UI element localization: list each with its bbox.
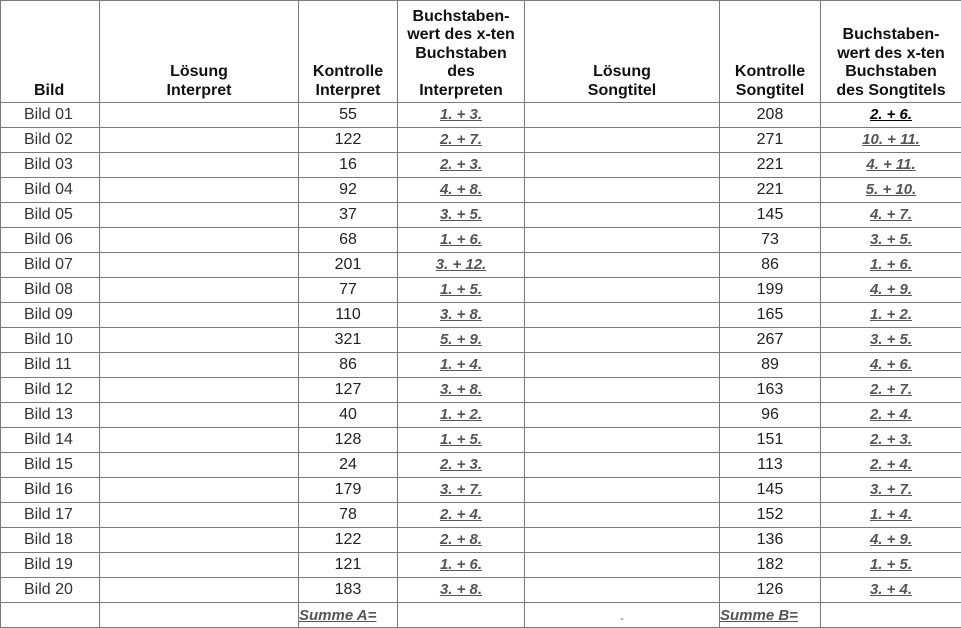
cell-buchstaben-songtitel	[821, 303, 961, 328]
cell-kontrolle-interpret: 127	[299, 378, 398, 403]
cell-bild: Bild 04	[1, 178, 100, 203]
table-body	[1, 103, 961, 603]
letter-position-code: 1. + 3.	[440, 106, 482, 123]
summary-mark: -	[620, 613, 624, 625]
cell-buchstaben-songtitel	[821, 403, 961, 428]
header-line: Interpret	[316, 82, 381, 99]
table-row	[1, 528, 961, 553]
header-line: Lösung	[593, 63, 651, 80]
cell-buchstaben-interpret	[398, 378, 525, 403]
cell-loesung-interpret[interactable]	[100, 553, 299, 578]
letter-position-code: 1. + 5.	[440, 431, 482, 448]
header-buchstaben-songtitel	[821, 1, 961, 103]
header-bild	[1, 1, 100, 103]
cell-loesung-interpret[interactable]	[100, 153, 299, 178]
letter-position-code: 3. + 7.	[870, 481, 912, 498]
cell-loesung-songtitel[interactable]	[525, 228, 720, 253]
cell-bild: Bild 13	[1, 403, 100, 428]
cell-buchstaben-interpret	[398, 528, 525, 553]
table-row	[1, 253, 961, 278]
cell-kontrolle-interpret: 128	[299, 428, 398, 453]
header-line: wert des x-ten	[837, 45, 945, 62]
letter-position-code: 5. + 10.	[866, 181, 916, 198]
cell-bild: Bild 20	[1, 578, 100, 603]
header-kontrolle-interpret	[299, 1, 398, 103]
letter-position-code: 1. + 4.	[870, 506, 912, 523]
cell-buchstaben-songtitel	[821, 178, 961, 203]
letter-position-code: 2. + 8.	[440, 531, 482, 548]
cell-kontrolle-interpret: 92	[299, 178, 398, 203]
cell-bild: Bild 14	[1, 428, 100, 453]
cell-loesung-interpret[interactable]	[100, 503, 299, 528]
table-row	[1, 453, 961, 478]
table-row	[1, 278, 961, 303]
header-line: Interpret	[167, 82, 232, 99]
table-row	[1, 228, 961, 253]
cell-loesung-songtitel[interactable]	[525, 478, 720, 503]
letter-position-code: 2. + 3.	[440, 456, 482, 473]
cell-kontrolle-interpret: 122	[299, 128, 398, 153]
cell-loesung-songtitel[interactable]	[525, 153, 720, 178]
cell-loesung-interpret[interactable]	[100, 403, 299, 428]
cell-loesung-interpret[interactable]	[100, 453, 299, 478]
cell-loesung-interpret[interactable]	[100, 203, 299, 228]
table-row	[1, 178, 961, 203]
table-row	[1, 478, 961, 503]
cell-bild: Bild 16	[1, 478, 100, 503]
cell-bild: Bild 06	[1, 228, 100, 253]
cell-buchstaben-interpret	[398, 453, 525, 478]
cell-buchstaben-interpret	[398, 328, 525, 353]
cell-kontrolle-songtitel: 126	[720, 578, 821, 603]
header-kontrolle-songtitel	[720, 1, 821, 103]
cell-kontrolle-songtitel: 152	[720, 503, 821, 528]
cell-buchstaben-interpret	[398, 553, 525, 578]
cell-buchstaben-songtitel	[821, 378, 961, 403]
cell-bild: Bild 09	[1, 303, 100, 328]
cell-kontrolle-interpret: 40	[299, 403, 398, 428]
cell-kontrolle-songtitel: 136	[720, 528, 821, 553]
cell-buchstaben-interpret	[398, 503, 525, 528]
letter-position-code: 4. + 11.	[866, 156, 915, 173]
cell-loesung-songtitel[interactable]	[525, 378, 720, 403]
letter-position-code: 4. + 6.	[870, 356, 912, 373]
cell-buchstaben-songtitel	[821, 228, 961, 253]
header-line: Lösung	[170, 63, 228, 80]
cell-loesung-songtitel[interactable]	[525, 103, 720, 128]
cell-bild: Bild 11	[1, 353, 100, 378]
cell-kontrolle-songtitel: 145	[720, 478, 821, 503]
table-row	[1, 378, 961, 403]
letter-position-code: 2. + 6.	[870, 106, 912, 123]
table-row	[1, 428, 961, 453]
letter-position-code: 3. + 4.	[870, 581, 912, 598]
cell-buchstaben-songtitel	[821, 503, 961, 528]
header-bild-label: Bild	[34, 82, 64, 99]
cell-buchstaben-interpret	[398, 203, 525, 228]
letter-position-code: 2. + 4.	[440, 506, 482, 523]
summary-row	[1, 603, 961, 628]
table-row	[1, 328, 961, 353]
table-row	[1, 353, 961, 378]
cell-buchstaben-songtitel	[821, 203, 961, 228]
cell-loesung-songtitel[interactable]	[525, 328, 720, 353]
letter-position-code: 4. + 8.	[440, 181, 482, 198]
cell-buchstaben-songtitel	[821, 478, 961, 503]
cell-kontrolle-songtitel: 96	[720, 403, 821, 428]
cell-bild: Bild 15	[1, 453, 100, 478]
cell-buchstaben-interpret	[398, 153, 525, 178]
letter-position-code: 3. + 5.	[440, 206, 482, 223]
cell-kontrolle-songtitel: 199	[720, 278, 821, 303]
cell-kontrolle-interpret: 110	[299, 303, 398, 328]
cell-kontrolle-interpret: 321	[299, 328, 398, 353]
letter-position-code: 3. + 7.	[440, 481, 482, 498]
cell-loesung-interpret[interactable]	[100, 528, 299, 553]
cell-loesung-songtitel[interactable]	[525, 528, 720, 553]
cell-buchstaben-songtitel	[821, 128, 961, 153]
cell-bild: Bild 05	[1, 203, 100, 228]
letter-position-code: 1. + 2.	[870, 306, 912, 323]
letter-position-code: 1. + 6.	[440, 231, 482, 248]
cell-loesung-interpret[interactable]	[100, 328, 299, 353]
letter-position-code: 1. + 2.	[440, 406, 482, 423]
letter-position-code: 1. + 4.	[440, 356, 482, 373]
cell-loesung-songtitel[interactable]	[525, 428, 720, 453]
cell-buchstaben-songtitel	[821, 353, 961, 378]
cell-loesung-interpret[interactable]	[100, 128, 299, 153]
cell-kontrolle-songtitel: 163	[720, 378, 821, 403]
cell-bild: Bild 01	[1, 103, 100, 128]
cell-buchstaben-interpret	[398, 253, 525, 278]
summe-a-field[interactable]	[398, 603, 525, 628]
header-line: des	[447, 63, 475, 80]
cell-bild: Bild 08	[1, 278, 100, 303]
header-loesung-interpret	[100, 1, 299, 103]
summe-b-label: Summe B=	[720, 603, 821, 628]
summe-a-label: Summe A=	[299, 603, 398, 628]
cell-kontrolle-interpret: 55	[299, 103, 398, 128]
cell-kontrolle-songtitel: 267	[720, 328, 821, 353]
cell-kontrolle-interpret: 183	[299, 578, 398, 603]
letter-position-code: 2. + 4.	[870, 406, 912, 423]
letter-position-code: 1. + 5.	[870, 556, 912, 573]
table-row	[1, 128, 961, 153]
cell-buchstaben-songtitel	[821, 453, 961, 478]
cell-buchstaben-interpret	[398, 228, 525, 253]
cell-kontrolle-songtitel: 271	[720, 128, 821, 153]
cell-loesung-songtitel[interactable]	[525, 253, 720, 278]
cell-loesung-interpret[interactable]	[100, 578, 299, 603]
letter-position-code: 10. + 11.	[862, 131, 920, 148]
cell-loesung-songtitel[interactable]	[525, 303, 720, 328]
summe-b-field[interactable]	[821, 603, 961, 628]
table-row	[1, 203, 961, 228]
header-line: Buchstaben	[415, 45, 507, 62]
letter-position-code: 3. + 5.	[870, 231, 912, 248]
cell-kontrolle-songtitel: 145	[720, 203, 821, 228]
letter-position-code: 5. + 9.	[440, 331, 482, 348]
summary-empty-loesung	[100, 603, 299, 628]
cell-buchstaben-songtitel	[821, 553, 961, 578]
cell-loesung-songtitel[interactable]	[525, 453, 720, 478]
header-line: Buchstaben-	[413, 8, 510, 25]
header-line: des Songtitels	[836, 82, 945, 99]
cell-loesung-interpret[interactable]	[100, 253, 299, 278]
cell-loesung-interpret[interactable]	[100, 178, 299, 203]
header-line: Songtitel	[736, 82, 804, 99]
cell-loesung-songtitel[interactable]	[525, 503, 720, 528]
cell-kontrolle-songtitel: 165	[720, 303, 821, 328]
cell-kontrolle-songtitel: 86	[720, 253, 821, 278]
letter-position-code: 2. + 7.	[440, 131, 482, 148]
cell-kontrolle-interpret: 16	[299, 153, 398, 178]
header-line: Interpreten	[419, 82, 503, 99]
header-line: Kontrolle	[735, 63, 805, 80]
cell-kontrolle-songtitel: 113	[720, 453, 821, 478]
cell-kontrolle-songtitel: 221	[720, 153, 821, 178]
cell-kontrolle-interpret: 24	[299, 453, 398, 478]
table-row	[1, 578, 961, 603]
letter-position-code: 2. + 4.	[870, 456, 912, 473]
cell-loesung-songtitel[interactable]	[525, 203, 720, 228]
cell-loesung-songtitel[interactable]	[525, 278, 720, 303]
header-line: wert des x-ten	[407, 26, 515, 43]
cell-buchstaben-interpret	[398, 278, 525, 303]
letter-position-code: 1. + 6.	[870, 256, 912, 273]
cell-buchstaben-songtitel	[821, 428, 961, 453]
letter-position-code: 1. + 5.	[440, 281, 482, 298]
cell-buchstaben-interpret	[398, 128, 525, 153]
cell-kontrolle-songtitel: 73	[720, 228, 821, 253]
cell-buchstaben-interpret	[398, 478, 525, 503]
cell-loesung-songtitel[interactable]	[525, 178, 720, 203]
cell-loesung-interpret[interactable]	[100, 378, 299, 403]
cell-kontrolle-songtitel: 182	[720, 553, 821, 578]
header-line: Buchstaben-	[843, 26, 940, 43]
cell-kontrolle-interpret: 201	[299, 253, 398, 278]
cell-loesung-interpret[interactable]	[100, 228, 299, 253]
cell-loesung-interpret[interactable]	[100, 353, 299, 378]
letter-position-code: 3. + 8.	[440, 381, 482, 398]
cell-bild: Bild 18	[1, 528, 100, 553]
cell-kontrolle-songtitel: 208	[720, 103, 821, 128]
cell-loesung-interpret[interactable]	[100, 278, 299, 303]
letter-position-code: 3. + 5.	[870, 331, 912, 348]
cell-kontrolle-interpret: 121	[299, 553, 398, 578]
cell-kontrolle-interpret: 86	[299, 353, 398, 378]
letter-position-code: 3. + 8.	[440, 306, 482, 323]
cell-kontrolle-songtitel: 151	[720, 428, 821, 453]
cell-buchstaben-songtitel	[821, 578, 961, 603]
header-line: Buchstaben	[845, 63, 937, 80]
header-row	[1, 1, 961, 103]
cell-kontrolle-interpret: 78	[299, 503, 398, 528]
table-row	[1, 303, 961, 328]
letter-position-code: 2. + 3.	[440, 156, 482, 173]
letter-position-code: 4. + 9.	[870, 281, 912, 298]
cell-kontrolle-interpret: 122	[299, 528, 398, 553]
summary-mark-cell	[525, 603, 720, 628]
table-row	[1, 103, 961, 128]
cell-buchstaben-interpret	[398, 428, 525, 453]
cell-buchstaben-interpret	[398, 578, 525, 603]
cell-buchstaben-songtitel	[821, 528, 961, 553]
summary-empty-bild	[1, 603, 100, 628]
table-row	[1, 403, 961, 428]
letter-position-code: 2. + 7.	[870, 381, 912, 398]
cell-kontrolle-interpret: 179	[299, 478, 398, 503]
cell-buchstaben-interpret	[398, 403, 525, 428]
cell-buchstaben-songtitel	[821, 153, 961, 178]
cell-loesung-interpret[interactable]	[100, 303, 299, 328]
cell-buchstaben-interpret	[398, 103, 525, 128]
cell-bild: Bild 03	[1, 153, 100, 178]
cell-bild: Bild 02	[1, 128, 100, 153]
header-buchstaben-interpret	[398, 1, 525, 103]
table-row	[1, 553, 961, 578]
header-line: Kontrolle	[313, 63, 383, 80]
cell-buchstaben-interpret	[398, 353, 525, 378]
cell-loesung-interpret[interactable]	[100, 478, 299, 503]
cell-loesung-interpret[interactable]	[100, 103, 299, 128]
table-row	[1, 153, 961, 178]
cell-kontrolle-interpret: 37	[299, 203, 398, 228]
cell-bild: Bild 07	[1, 253, 100, 278]
cell-loesung-songtitel[interactable]	[525, 353, 720, 378]
letter-position-code: 3. + 8.	[440, 581, 482, 598]
table-row	[1, 503, 961, 528]
letter-position-code: 2. + 3.	[870, 431, 912, 448]
letter-position-code: 1. + 6.	[440, 556, 482, 573]
cell-loesung-songtitel[interactable]	[525, 128, 720, 153]
cell-loesung-songtitel[interactable]	[525, 578, 720, 603]
cell-kontrolle-songtitel: 89	[720, 353, 821, 378]
cell-bild: Bild 10	[1, 328, 100, 353]
cell-kontrolle-songtitel: 221	[720, 178, 821, 203]
cell-bild: Bild 12	[1, 378, 100, 403]
cell-kontrolle-interpret: 77	[299, 278, 398, 303]
cell-buchstaben-songtitel	[821, 328, 961, 353]
letter-position-code: 4. + 9.	[870, 531, 912, 548]
cell-buchstaben-songtitel	[821, 103, 961, 128]
cell-buchstaben-songtitel	[821, 278, 961, 303]
letter-position-code: 4. + 7.	[870, 206, 912, 223]
cell-loesung-interpret[interactable]	[100, 428, 299, 453]
cell-bild: Bild 19	[1, 553, 100, 578]
header-line: Songtitel	[588, 82, 656, 99]
cell-buchstaben-interpret	[398, 303, 525, 328]
cell-kontrolle-interpret: 68	[299, 228, 398, 253]
cell-buchstaben-interpret	[398, 178, 525, 203]
cell-loesung-songtitel[interactable]	[525, 403, 720, 428]
header-loesung-songtitel	[525, 1, 720, 103]
cell-loesung-songtitel[interactable]	[525, 553, 720, 578]
cell-bild: Bild 17	[1, 503, 100, 528]
cell-buchstaben-songtitel	[821, 253, 961, 278]
letter-position-code: 3. + 12.	[436, 256, 486, 273]
